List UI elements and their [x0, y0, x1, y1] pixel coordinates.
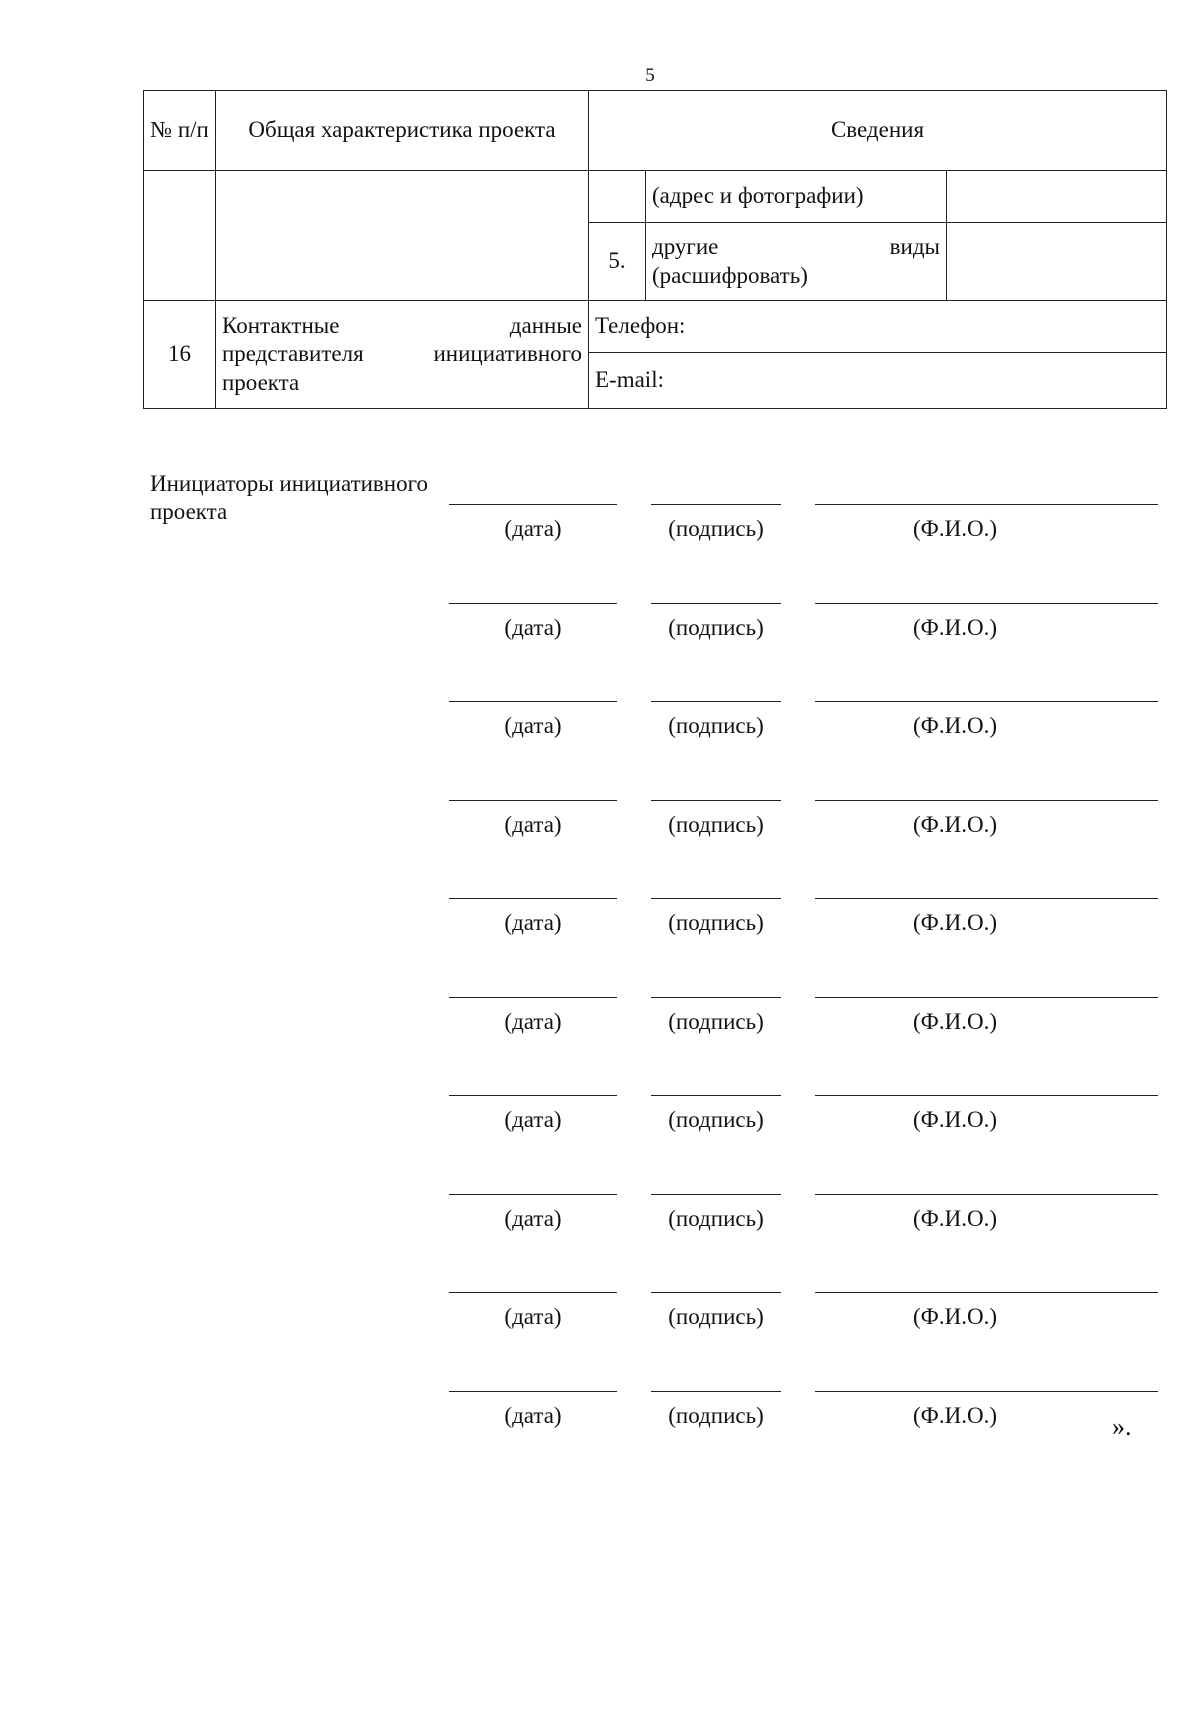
signature-caption: (подпись): [668, 516, 764, 541]
signature-row: [0, 1194, 1200, 1254]
signature-caption: (подпись): [668, 811, 764, 837]
full-name-line: [815, 504, 1158, 505]
date-caption: (дата): [504, 516, 562, 541]
full-name-line: [815, 898, 1158, 899]
subrow-other-value: [947, 223, 1167, 301]
full-name-caption: (Ф.И.О.): [913, 1304, 997, 1329]
signature-row: [0, 701, 1200, 761]
date-caption: (дата): [504, 811, 562, 837]
signature-caption: (подпись): [668, 1107, 764, 1132]
row16-number: 16: [144, 301, 216, 409]
subrow-address-photos: (адрес и фотографии): [646, 171, 947, 223]
signature-row: [0, 1292, 1200, 1352]
signature-line: [651, 800, 781, 801]
representative-word: представителя: [222, 341, 364, 367]
subrow-number-5: 5.: [589, 223, 646, 301]
date-line: [449, 1194, 617, 1195]
types-word: виды: [889, 234, 940, 260]
full-name-caption: (Ф.И.О.): [913, 614, 997, 640]
signature-line: [651, 1095, 781, 1096]
date-line: [449, 1095, 617, 1096]
continued-characteristic-cell: [216, 171, 589, 301]
signature-row: [0, 898, 1200, 958]
date-caption: (дата): [504, 1402, 562, 1428]
date-line: [449, 701, 617, 702]
full-name-caption: (Ф.И.О.): [913, 713, 997, 738]
date-line: [449, 997, 617, 998]
data-word: данные: [509, 313, 582, 339]
full-name-line: [815, 1292, 1158, 1293]
full-name-caption: (Ф.И.О.): [913, 811, 997, 837]
signature-caption: (подпись): [668, 713, 764, 738]
date-line: [449, 1292, 617, 1293]
full-name-caption: (Ф.И.О.): [913, 1107, 997, 1132]
date-line: [449, 1391, 617, 1392]
decode-note: (расшифровать): [652, 262, 808, 288]
signature-row: [0, 800, 1200, 860]
date-line: [449, 898, 617, 899]
date-caption: (дата): [504, 1008, 562, 1034]
signature-line: [651, 701, 781, 702]
page-number: 5: [645, 65, 655, 86]
date-line: [449, 504, 617, 505]
signature-caption: (подпись): [668, 910, 764, 935]
project-info-table: [143, 90, 1167, 409]
full-name-caption: (Ф.И.О.): [913, 1402, 997, 1428]
signature-row: [0, 1391, 1200, 1451]
phone-field: Телефон:: [589, 301, 1167, 353]
header-characteristic: Общая характеристика проекта: [216, 91, 589, 171]
subrow-other-types: [646, 223, 947, 301]
full-name-line: [815, 997, 1158, 998]
row16-characteristic: [216, 301, 589, 409]
header-info: Сведения: [589, 91, 1167, 171]
signature-caption: (подпись): [668, 614, 764, 640]
signature-line: [651, 504, 781, 505]
signature-line: [651, 1292, 781, 1293]
signature-caption: (подпись): [668, 1008, 764, 1034]
full-name-line: [815, 701, 1158, 702]
signature-line: [651, 898, 781, 899]
date-caption: (дата): [504, 1107, 562, 1132]
full-name-caption: (Ф.И.О.): [913, 1008, 997, 1034]
full-name-line: [815, 1391, 1158, 1392]
date-caption: (дата): [504, 1304, 562, 1329]
signature-line: [651, 997, 781, 998]
subrow-number-empty: [589, 171, 646, 223]
full-name-line: [815, 603, 1158, 604]
signature-caption: (подпись): [668, 1205, 764, 1231]
full-name-line: [815, 1194, 1158, 1195]
signature-line: [651, 603, 781, 604]
other-word: другие: [652, 234, 719, 260]
project-word: проекта: [222, 369, 300, 395]
date-caption: (дата): [504, 614, 562, 640]
signature-row: [0, 1095, 1200, 1155]
initiators-label: Инициаторы инициативного проекта: [150, 471, 428, 525]
signature-row: [0, 603, 1200, 663]
date-line: [449, 800, 617, 801]
initiative-word: инициативного: [433, 341, 582, 367]
date-caption: (дата): [504, 713, 562, 738]
full-name-caption: (Ф.И.О.): [913, 516, 997, 541]
signature-caption: (подпись): [668, 1402, 764, 1428]
full-name-line: [815, 800, 1158, 801]
header-number-label: № п/п: [150, 117, 209, 143]
closing-quote: ».: [1112, 1412, 1132, 1441]
signature-row: [0, 504, 1200, 564]
full-name-line: [815, 1095, 1158, 1096]
signature-line: [651, 1391, 781, 1392]
subrow-address-value: [947, 171, 1167, 223]
date-line: [449, 603, 617, 604]
signature-caption: (подпись): [668, 1304, 764, 1329]
full-name-caption: (Ф.И.О.): [913, 910, 997, 935]
email-field: E-mail:: [589, 353, 1167, 409]
signature-row: [0, 997, 1200, 1057]
date-caption: (дата): [504, 910, 562, 935]
header-number: [144, 91, 216, 171]
full-name-caption: (Ф.И.О.): [913, 1205, 997, 1231]
date-caption: (дата): [504, 1205, 562, 1231]
signature-line: [651, 1194, 781, 1195]
continued-number-cell: [144, 171, 216, 301]
contact-word: Контактные: [222, 313, 340, 339]
